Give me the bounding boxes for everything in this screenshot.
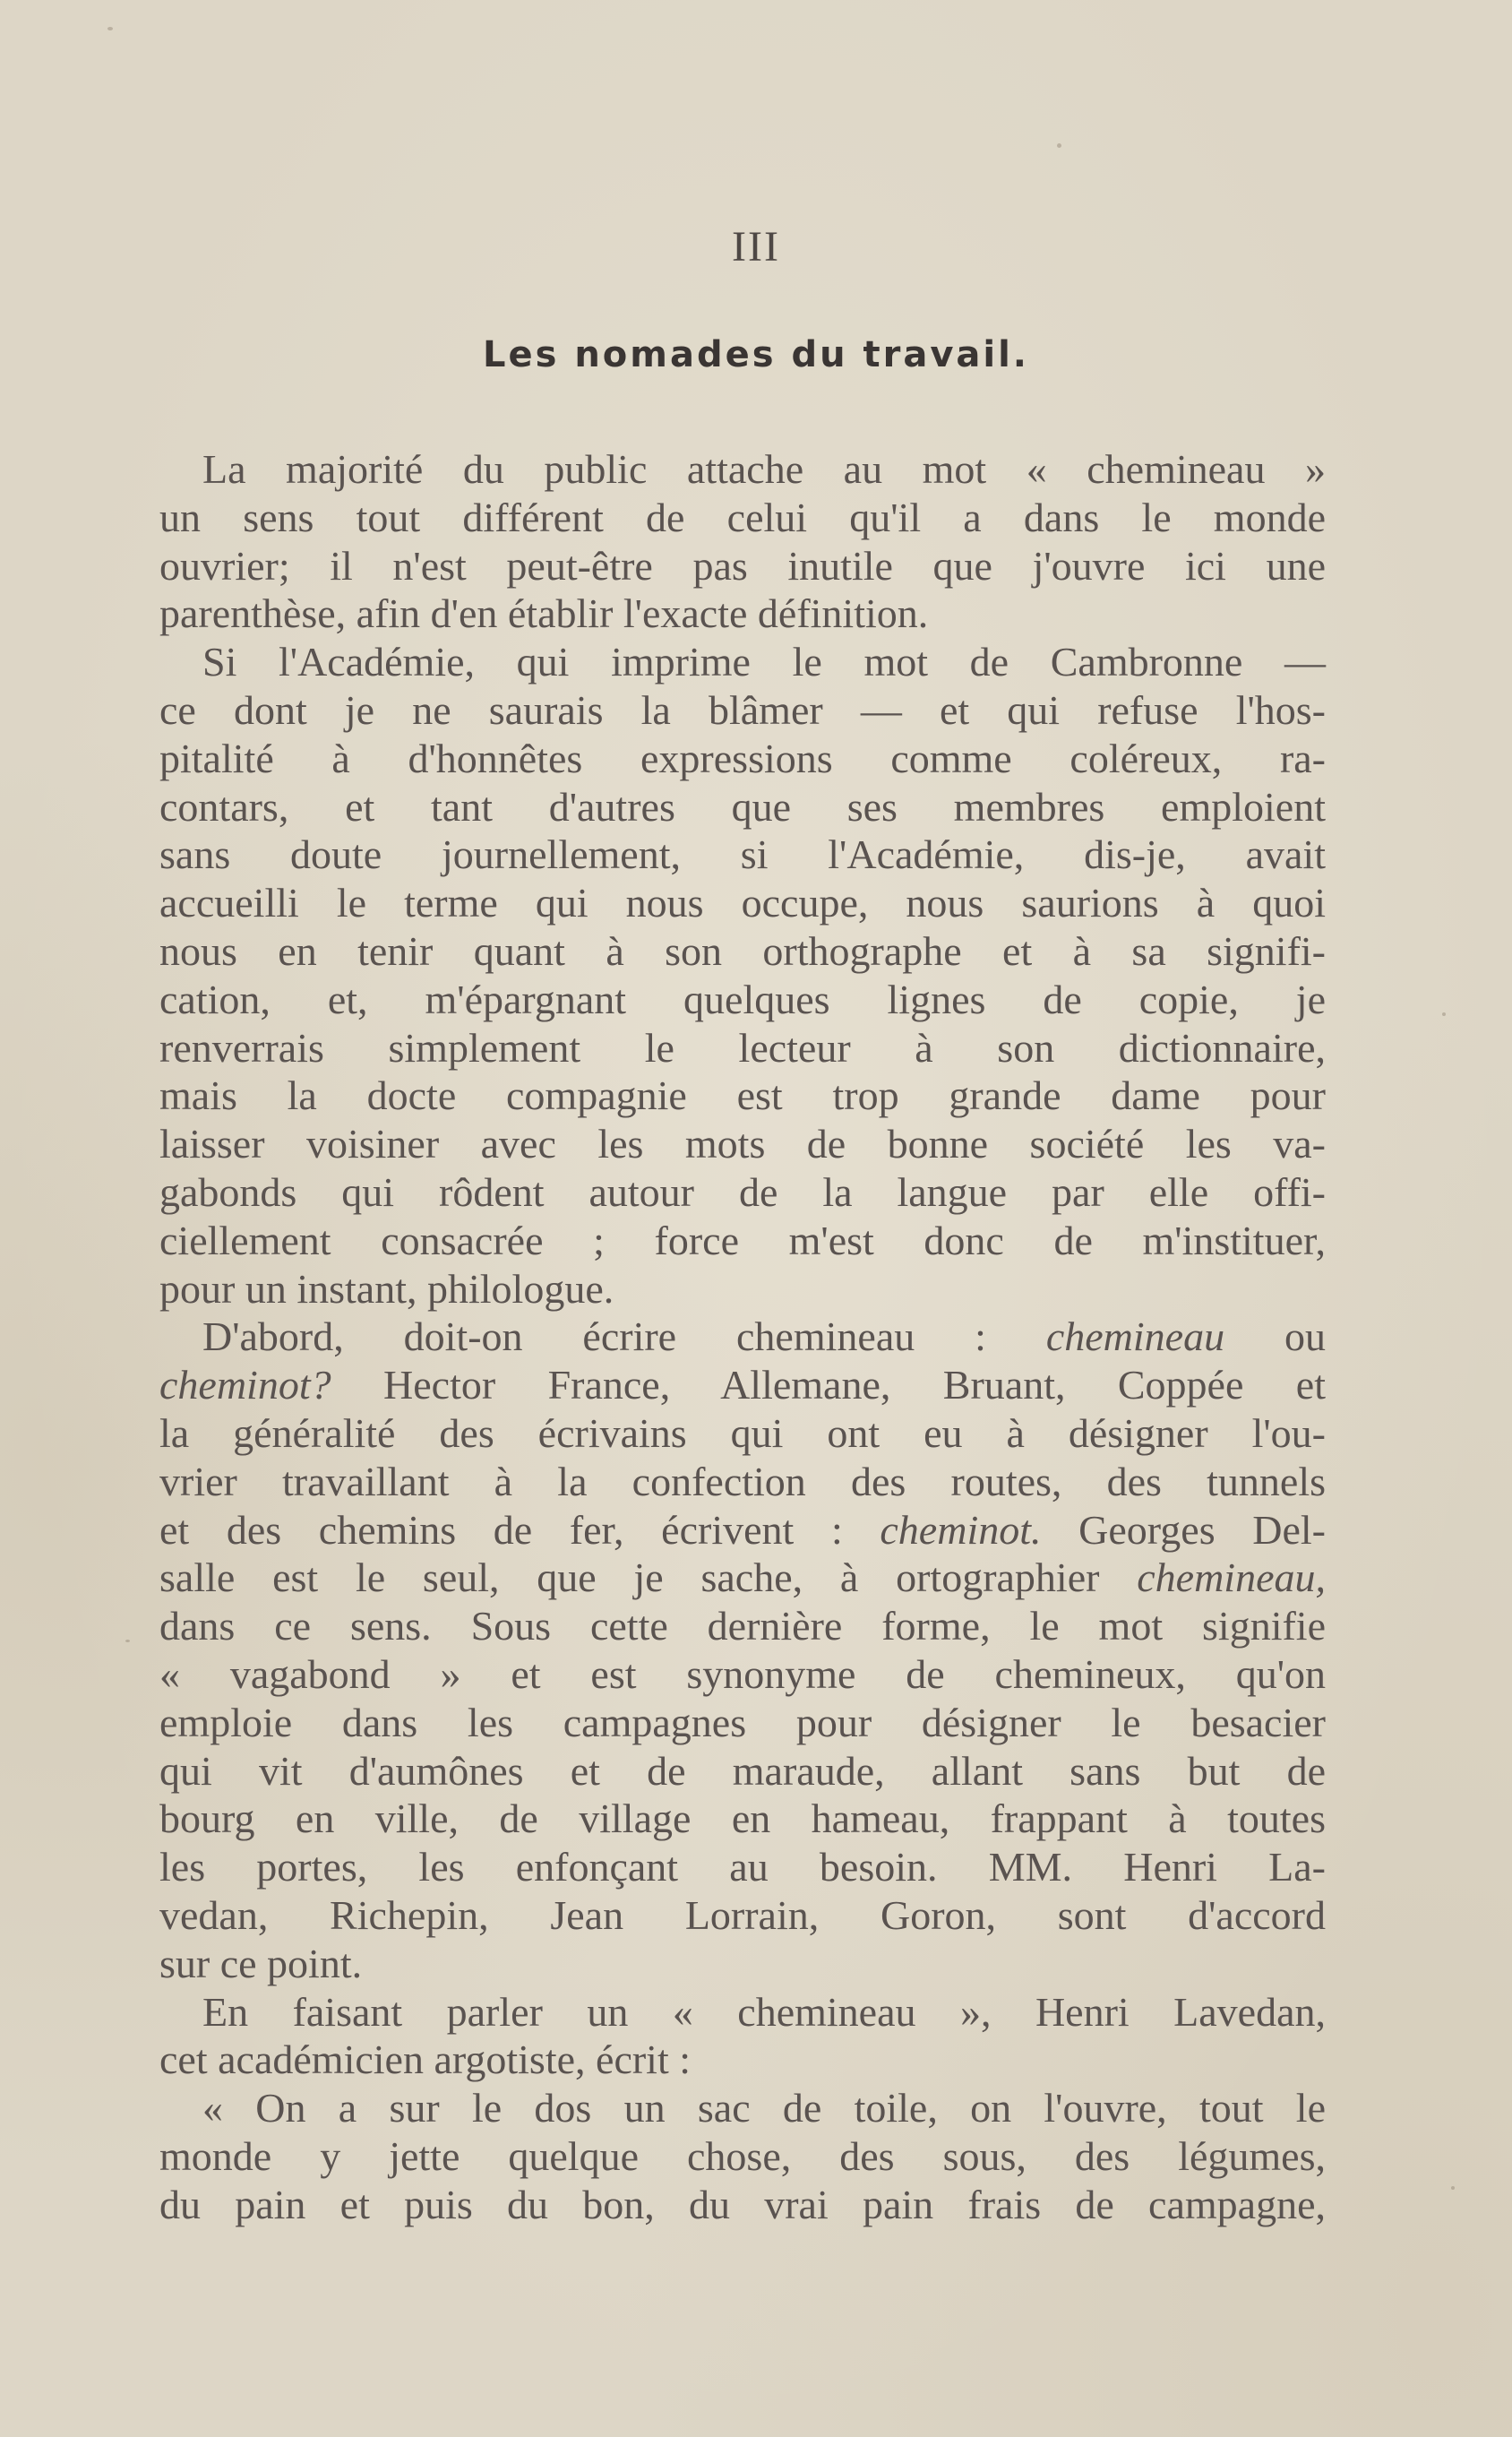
text-segment: nous en tenir quant à son orthographe et à sa signifi- (159, 927, 1326, 974)
text-segment: ouvrier; il n'est peut-être pas inutile que j'ouvre ici une (159, 542, 1326, 589)
text-segment: La majorité du public attache au mot « chemineau » (202, 446, 1326, 492)
text-line (159, 542, 1326, 590)
text-segment: gabonds qui rôdent autour de la langue par elle offi- (159, 1168, 1326, 1215)
text-line (159, 1891, 1326, 1940)
text-line (159, 1747, 1326, 1795)
text-segment: monde y jette quelque chose, des sous, des légumes, (159, 2132, 1326, 2179)
italic-text-segment: cheminot? (159, 1362, 331, 1408)
text-segment: accueilli le terme qui nous occupe, nous saurions à quoi (159, 880, 1326, 926)
text-line (159, 1024, 1326, 1072)
text-segment: Hector France, Allemane, Bruant, Coppée et (331, 1362, 1326, 1408)
text-segment: Georges Del- (1041, 1506, 1326, 1553)
text-segment: Si l'Académie, qui imprime le mot de Cambronne — (202, 639, 1326, 685)
text-line (159, 927, 1326, 976)
text-segment: vrier travaillant à la confection des routes, des tunnels (159, 1458, 1326, 1504)
text-line (159, 1217, 1326, 1265)
text-line (159, 1313, 1326, 1361)
text-line (159, 2132, 1326, 2181)
text-line (159, 1988, 1326, 2037)
text-segment: sans doute journellement, si l'Académie, dis-je, avait (159, 831, 1326, 878)
text-line (159, 976, 1326, 1024)
text-segment: cation, et, m'épargnant quelques lignes de copie, je (159, 976, 1326, 1022)
text-segment: pitalité à d'honnêtes expressions comme coléreux, ra- (159, 735, 1326, 781)
text-segment: vedan, Richepin, Jean Lorrain, Goron, sont d'accord (159, 1891, 1326, 1938)
text-line (159, 638, 1326, 686)
italic-text-segment: chemineau (1045, 1313, 1225, 1360)
text-line (159, 590, 1326, 638)
body-text (159, 445, 1326, 2228)
text-line (159, 1554, 1326, 1602)
text-line (159, 1120, 1326, 1168)
text-line (159, 1072, 1326, 1120)
text-line (159, 1602, 1326, 1650)
text-segment: qui vit d'aumônes et de maraude, allant sans but de (159, 1747, 1326, 1794)
text-segment: « On a sur le dos un sac de toile, on l'ouvre, tout le (202, 2085, 1326, 2131)
text-segment: parenthèse, afin d'en établir l'exacte définition. (159, 590, 929, 637)
paper-speck (1057, 143, 1061, 148)
text-segment: laisser voisiner avec les mots de bonne société les va- (159, 1121, 1326, 1167)
chapter-title: Les nomades du travail. (482, 334, 1030, 375)
text-segment: emploie dans les campagnes pour désigner le besacier (159, 1699, 1326, 1745)
paper-speck (107, 27, 113, 30)
paper-speck (1442, 1012, 1446, 1016)
text-segment: renverrais simplement le lecteur à son dictionnaire, (159, 1024, 1326, 1071)
text-segment: un sens tout différent de celui qu'il a dans le monde (159, 494, 1326, 540)
text-line (159, 1361, 1326, 1409)
text-line (159, 1409, 1326, 1458)
text-line (159, 1265, 1326, 1313)
paper-speck (125, 1640, 130, 1642)
paper-speck (1451, 2186, 1455, 2190)
text-line (159, 2084, 1326, 2132)
text-line (159, 783, 1326, 831)
text-line (159, 1168, 1326, 1217)
text-segment: « vagabond » et est synonyme de chemineux, qu'on (159, 1650, 1326, 1697)
text-line (159, 1843, 1326, 1891)
text-line (159, 1506, 1326, 1554)
text-segment: ce dont je ne saurais la blâmer — et qui refuse l'hos- (159, 686, 1326, 733)
text-segment: pour un instant, philologue. (159, 1265, 614, 1312)
text-segment: cet académicien argotiste, écrit : (159, 2037, 692, 2083)
text-segment: ou (1224, 1313, 1326, 1360)
text-line (159, 879, 1326, 927)
italic-text-segment: cheminot. (880, 1506, 1042, 1553)
text-line (159, 1650, 1326, 1699)
text-line (159, 1795, 1326, 1843)
text-segment: sur ce point. (159, 1940, 363, 1986)
chapter-number: III (732, 223, 780, 271)
text-line (159, 686, 1326, 735)
italic-text-segment: chemineau, (1137, 1554, 1326, 1601)
text-line (159, 2036, 1326, 2084)
text-line (159, 831, 1326, 879)
text-segment: et des chemins de fer, écrivent : (159, 1506, 881, 1553)
text-segment: la généralité des écrivains qui ont eu à désigner l'ou- (159, 1409, 1326, 1456)
text-segment: ciellement consacrée ; force m'est donc de m'instituer, (159, 1217, 1326, 1263)
text-segment: salle est le seul, que je sache, à ortographier (159, 1554, 1138, 1601)
text-segment: du pain et puis du bon, du vrai pain frais de campagne, (159, 2181, 1326, 2227)
text-line (159, 1458, 1326, 1506)
text-segment: dans ce sens. Sous cette dernière forme, le mot signifie (159, 1603, 1326, 1649)
text-segment: bourg en ville, de village en hameau, frappant à toutes (159, 1795, 1326, 1842)
text-line (159, 445, 1326, 494)
text-segment: contars, et tant d'autres que ses membres emploient (159, 783, 1326, 830)
text-line (159, 494, 1326, 542)
text-line (159, 1940, 1326, 1988)
text-line (159, 1699, 1326, 1747)
text-segment: mais la docte compagnie est trop grande dame pour (159, 1072, 1326, 1119)
text-line (159, 2181, 1326, 2229)
text-line (159, 735, 1326, 783)
text-segment: les portes, les enfonçant au besoin. MM. Henri La- (159, 1844, 1326, 1890)
text-segment: D'abord, doit-on écrire chemineau : (202, 1313, 1046, 1360)
text-segment: En faisant parler un « chemineau », Henri Lavedan, (202, 1988, 1326, 2035)
